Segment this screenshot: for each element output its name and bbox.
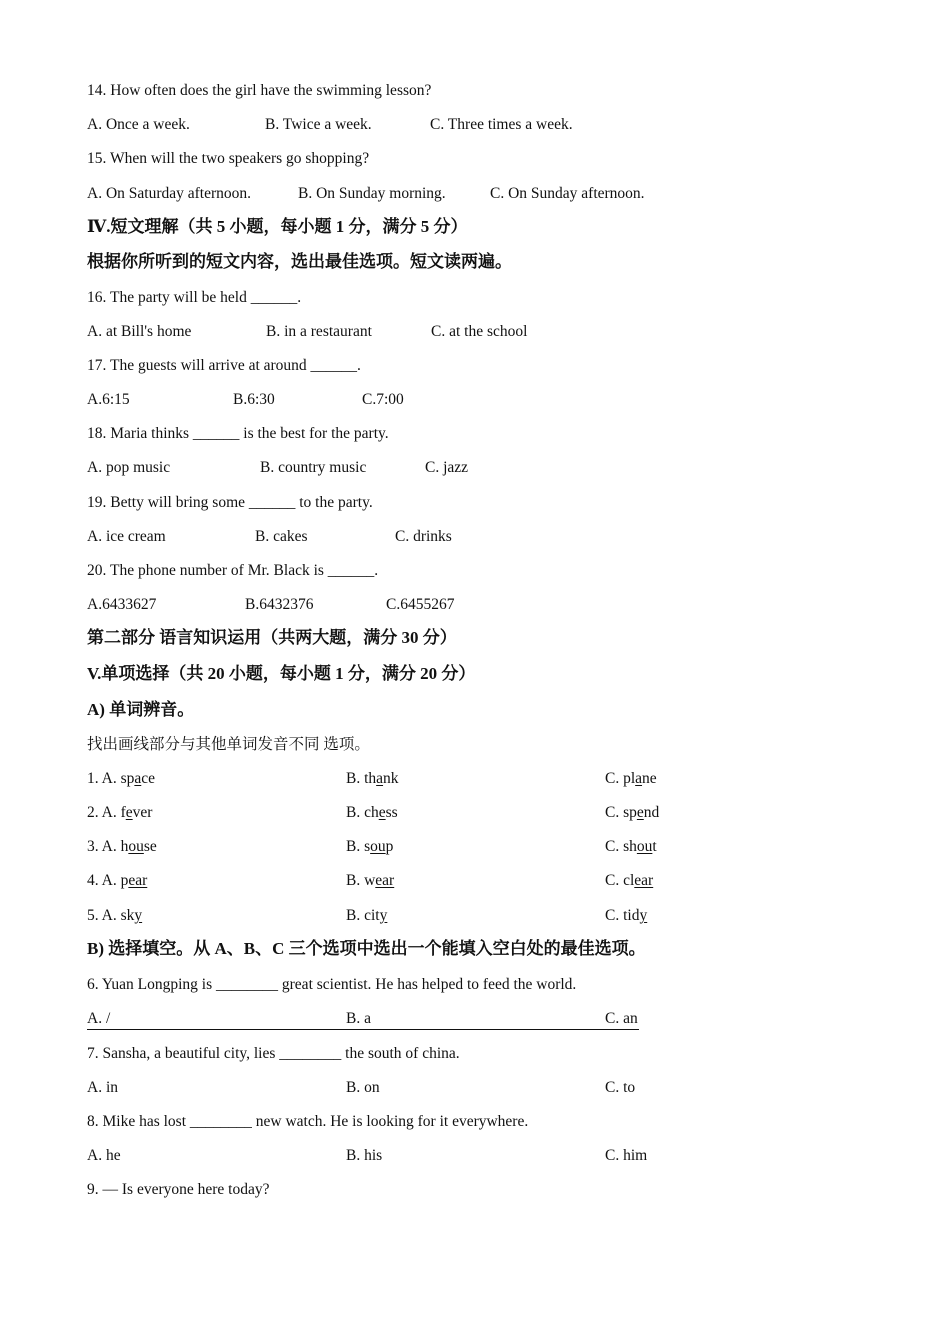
question-19-stem: 19. Betty will bring some ______ to the party. (87, 494, 373, 511)
option-a[interactable]: 2. A. fever (87, 804, 153, 821)
option-a[interactable]: A. Once a week. (87, 116, 190, 133)
option-c[interactable]: C. shout (605, 838, 657, 855)
option-b[interactable]: B.6432376 (245, 596, 314, 613)
question-8-stem: 8. Mike has lost ________ new watch. He is looking for it everywhere. (87, 1113, 529, 1130)
option-a[interactable]: A.6:15 (87, 391, 130, 408)
option-c[interactable]: C. clear (605, 872, 654, 889)
option-c[interactable]: C.7:00 (362, 391, 404, 408)
option-a[interactable]: 4. A. pear (87, 872, 148, 889)
option-a[interactable]: 3. A. house (87, 838, 157, 855)
section-4-heading: Ⅳ.短文理解（共 5 小题，每小题 1 分，满分 5 分） (87, 217, 468, 236)
question-15-stem: 15. When will the two speakers go shopping? (87, 150, 370, 167)
option-b[interactable]: B. wear (346, 872, 395, 889)
part-2-heading: 第二部分 语言知识运用（共两大题，满分 30 分） (87, 628, 457, 647)
option-a[interactable]: A. On Saturday afternoon. (87, 185, 251, 202)
option-a[interactable]: 5. A. sky (87, 907, 143, 924)
option-b[interactable]: B. On Sunday morning. (298, 185, 446, 202)
option-b[interactable]: B. a (346, 1010, 371, 1027)
option-c[interactable]: C. spend (605, 804, 660, 821)
option-b[interactable]: B.6:30 (233, 391, 275, 408)
option-b[interactable]: B. country music (260, 459, 367, 476)
option-c[interactable]: C. drinks (395, 528, 452, 545)
question-16-stem: 16. The party will be held ______. (87, 289, 302, 306)
option-b[interactable]: B. in a restaurant (266, 323, 372, 340)
option-c[interactable]: C. Three times a week. (430, 116, 573, 133)
question-18-stem: 18. Maria thinks ______ is the best for the party. (87, 425, 389, 442)
question-6-options (87, 1009, 639, 1030)
option-a[interactable]: A. pop music (87, 459, 171, 476)
option-b[interactable]: B. city (346, 907, 388, 924)
option-a[interactable]: A. in (87, 1079, 118, 1096)
question-6-stem: 6. Yuan Longping is ________ great scientist. He has helped to feed the world. (87, 976, 577, 993)
option-a[interactable]: A. ice cream (87, 528, 166, 545)
option-c[interactable]: C. On Sunday afternoon. (490, 185, 645, 202)
option-b[interactable]: B. thank (346, 770, 399, 787)
option-a[interactable]: A. he (87, 1147, 121, 1164)
option-b[interactable]: B. cakes (255, 528, 308, 545)
option-c[interactable]: C. tidy (605, 907, 648, 924)
option-c[interactable]: C. an (605, 1010, 638, 1027)
question-9-stem: 9. — Is everyone here today? (87, 1181, 270, 1198)
option-c[interactable]: C. jazz (425, 459, 469, 476)
sub-b-heading: B) 选择填空。从 A、B、C 三个选项中选出一个能填入空白处的最佳选项。 (87, 939, 646, 958)
question-20-stem: 20. The phone number of Mr. Black is ______. (87, 562, 379, 579)
section-5-heading: V.单项选择（共 20 小题，每小题 1 分，满分 20 分） (87, 664, 476, 683)
option-c[interactable]: C. plane (605, 770, 657, 787)
option-a[interactable]: 1. A. space (87, 770, 156, 787)
option-b[interactable]: B. chess (346, 804, 398, 821)
option-a[interactable]: A. / (87, 1010, 111, 1027)
option-a[interactable]: A. at Bill's home (87, 323, 192, 340)
option-b[interactable]: B. his (346, 1147, 383, 1164)
option-c[interactable]: C. to (605, 1079, 636, 1096)
option-c[interactable]: C. at the school (431, 323, 528, 340)
sub-a-heading: A) 单词辨音。 (87, 700, 195, 719)
option-c[interactable]: C. him (605, 1147, 648, 1164)
option-b[interactable]: B. on (346, 1079, 380, 1096)
section-4-instruction: 根据你所听到的短文内容，选出最佳选项。短文读两遍。 (87, 252, 512, 271)
option-c[interactable]: C.6455267 (386, 596, 455, 613)
question-17-stem: 17. The guests will arrive at around ______. (87, 357, 361, 374)
question-7-stem: 7. Sansha, a beautiful city, lies ________ the south of china. (87, 1045, 460, 1062)
option-a[interactable]: A.6433627 (87, 596, 157, 613)
sub-a-instruction: 找出画线部分与其他单词发音不同 选项。 (87, 736, 370, 753)
option-b[interactable]: B. Twice a week. (265, 116, 372, 133)
option-b[interactable]: B. soup (346, 838, 394, 855)
question-14-stem: 14. How often does the girl have the swimming lesson? (87, 82, 432, 99)
